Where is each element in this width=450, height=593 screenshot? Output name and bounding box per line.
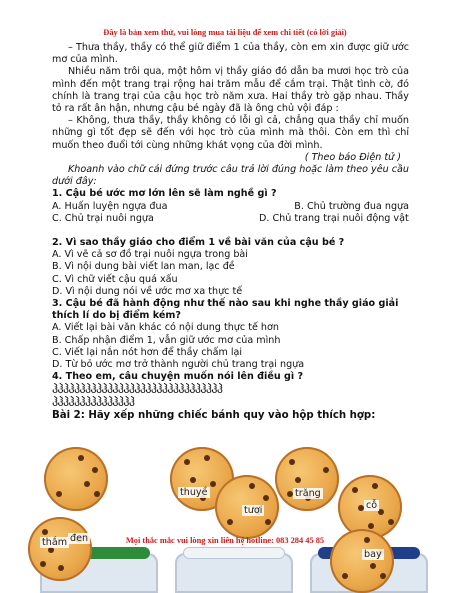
chocolate-chip bbox=[210, 481, 216, 487]
chocolate-chip bbox=[370, 563, 376, 569]
chocolate-chip bbox=[58, 565, 64, 571]
question-2-title: 2. Vì sao thầy giáo cho điểm 1 về bài văn của cậu bé ? bbox=[52, 237, 345, 249]
cookie[interactable] bbox=[44, 447, 108, 511]
cookie-label: thắm bbox=[42, 537, 68, 548]
chocolate-chip bbox=[204, 455, 210, 461]
chocolate-chip bbox=[352, 487, 358, 493]
cookie-label: đen bbox=[70, 533, 89, 544]
answer-blank-line-1[interactable]: ჰჰჰჰჰჰჰჰჰჰჰჰჰჰჰჰჰჰჰჰჰჰჰჰჰჰჰჰჰჰჰ bbox=[52, 382, 223, 397]
cookie[interactable] bbox=[28, 517, 92, 581]
question-1-options-row-1 bbox=[52, 201, 409, 213]
chocolate-chip bbox=[56, 491, 62, 497]
chocolate-chip bbox=[84, 481, 90, 487]
q1-option-a[interactable]: A. Huấn luyện ngựa đua bbox=[52, 200, 168, 212]
q2-option-d[interactable]: D. Vì nội dung nói về ước mơ xa thực tế bbox=[52, 285, 243, 297]
question-1-title: 1. Cậu bé ước mơ lớn lên sẽ làm nghề gì ? bbox=[52, 188, 277, 200]
story-source: ( Theo báo Điện tử ) bbox=[304, 151, 401, 163]
chocolate-chip bbox=[92, 467, 98, 473]
cookie-sorting-illustration bbox=[0, 445, 450, 582]
story-paragraph-2: Nhiều năm trôi qua, một hôm vị thầy giáo đó dẫn ba mươi học trò của mình đến một trang trại rộng hai trăm mẫu để cắm trại. Thật tình cờ, đó chính là trang trại của cậu học trò năm xưa. Hai thầy trò gặp nhau. Thầy tỏ ra rất ân hận, nhưng cậu bé ngày đã là ông chủ vội đáp : bbox=[52, 66, 409, 115]
chocolate-chip bbox=[368, 523, 374, 529]
chocolate-chip bbox=[227, 519, 233, 525]
chocolate-chip bbox=[190, 477, 196, 483]
cookie[interactable] bbox=[275, 447, 339, 511]
question-3-title: 3. Cậu bé đã hành động như thế nào sau khi nghe thầy giáo giải thích lí do bị điểm kém? bbox=[52, 298, 399, 322]
chocolate-chip bbox=[342, 573, 348, 579]
q2-option-c[interactable]: C. Vì chữ viết cậu quá xấu bbox=[52, 273, 178, 285]
jar-white[interactable] bbox=[175, 553, 293, 593]
exercise-2-title: Bài 2: Hãy xếp những chiếc bánh quy vào hộp thích hợp: bbox=[52, 410, 376, 422]
chocolate-chip bbox=[249, 483, 255, 489]
question-1-options-row-2 bbox=[52, 213, 409, 225]
q2-option-a[interactable]: A. Vì vẽ cả sơ đồ trại nuôi ngựa trong bài bbox=[52, 249, 248, 261]
document-page bbox=[52, 42, 409, 422]
story-paragraph-3: – Không, thưa thầy, thầy không có lỗi gì cả, chẳng qua thầy chỉ muốn những gì tốt đẹp sẽ đến với học trò của mình mà thôi. Còn em thì chỉ muốn theo đuổi tới cùng những khát vọng của đời mình. bbox=[52, 115, 409, 151]
q3-option-b[interactable]: B. Chấp nhận điểm 1, vẫn giữ ước mơ của mình bbox=[52, 334, 281, 346]
chocolate-chip bbox=[40, 561, 46, 567]
preview-banner: Đây là bản xem thử, vui lòng mua tài liệu để xem chi tiết (có lời giải) bbox=[103, 28, 347, 37]
chocolate-chip bbox=[184, 459, 190, 465]
cookie-label: tươi bbox=[244, 505, 263, 516]
chocolate-chip bbox=[295, 477, 301, 483]
q3-option-c[interactable]: C. Viết lại nắn nót hơn để thầy chấm lại bbox=[52, 346, 243, 358]
q3-option-d[interactable]: D. Từ bỏ ước mơ trở thành người chủ trang trại ngựa bbox=[52, 359, 305, 371]
q2-option-b[interactable]: B. Vì nội dung bài viết lan man, lạc đề bbox=[52, 261, 235, 273]
hotline-banner: Mọi thắc mắc vui lòng xin liên hệ hotline: 083 284 45 85 bbox=[125, 536, 325, 545]
chocolate-chip bbox=[265, 519, 271, 525]
story-paragraph-1: – Thưa thầy, thầy có thể giữ điểm 1 của thầy, còn em xin được giữ ước mơ của mình. bbox=[52, 42, 409, 66]
chocolate-chip bbox=[94, 491, 100, 497]
question-4-title: 4. Theo em, câu chuyện muốn nói lên điều gì ? bbox=[52, 371, 304, 383]
q1-option-c[interactable]: C. Chủ trại nuôi ngựa bbox=[52, 212, 154, 224]
chocolate-chip bbox=[78, 455, 84, 461]
instruction: Khoanh vào chữ cái đứng trước câu trả lời đúng hoặc làm theo yêu cầu dưới đây: bbox=[52, 164, 409, 188]
chocolate-chip bbox=[380, 573, 386, 579]
cookie-label: bay bbox=[364, 549, 382, 560]
chocolate-chip bbox=[388, 519, 394, 525]
chocolate-chip bbox=[372, 483, 378, 489]
q1-option-d[interactable]: D. Chủ trang trại nuôi động vật bbox=[259, 212, 409, 224]
chocolate-chip bbox=[263, 495, 269, 501]
cookie-label: cỗ bbox=[366, 500, 378, 511]
chocolate-chip bbox=[289, 459, 295, 465]
cookie-label: thuyề bbox=[180, 487, 208, 498]
chocolate-chip bbox=[323, 467, 329, 473]
q3-option-a[interactable]: A. Viết lại bài văn khác có nội dung thực tế hơn bbox=[52, 322, 279, 334]
chocolate-chip bbox=[42, 529, 48, 535]
answer-blank-line-2[interactable]: ჰჰჰჰჰჰჰჰჰჰჰჰჰჰჰ bbox=[52, 395, 135, 410]
cookie-label: trăng bbox=[295, 488, 321, 499]
q1-option-b[interactable]: B. Chủ trường đua ngựa bbox=[294, 200, 409, 212]
